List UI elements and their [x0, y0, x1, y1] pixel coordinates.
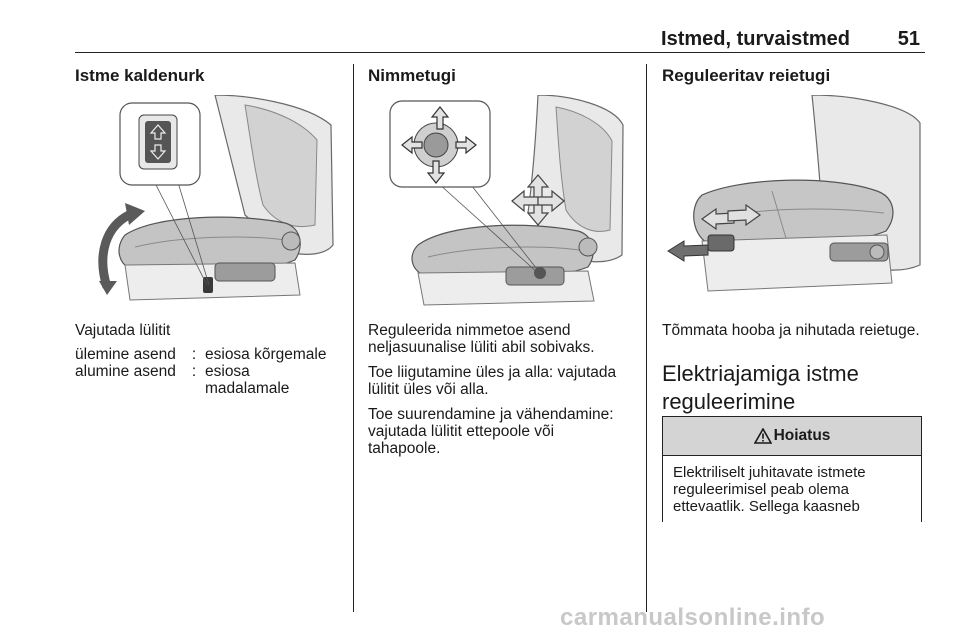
header-rule	[75, 52, 925, 53]
switch-position: alumine asend	[75, 363, 176, 380]
table-row	[75, 363, 337, 397]
section-heading-electric-seat: Elektriajamiga istme reguleerimine	[662, 361, 859, 414]
section-title-lumbar: Nimmetugi	[368, 66, 456, 85]
thigh-support-instruction: Tõmmata hooba ja nihutada reietuge.	[662, 322, 920, 339]
warning-text: Elektriliselt juhitavate istmete reguleerimisel peab olema ettevaatlik. Sellega kaasneb	[673, 464, 866, 515]
table-row	[75, 346, 337, 363]
seat-tilt-switch-table	[75, 346, 337, 397]
switch-position: ülemine asend	[75, 346, 176, 363]
paragraph: Toe liigutamine üles ja alla: vajutada lülitit üles või alla.	[368, 364, 617, 398]
thigh-support-illustration	[662, 95, 924, 307]
column-divider-2	[646, 64, 647, 612]
watermark: carmanualsonline.info	[560, 604, 826, 631]
page-number: 51	[897, 28, 920, 50]
switch-effect: esiosa madalamale	[205, 363, 290, 397]
warning-triangle-icon	[754, 428, 772, 444]
paragraph: Toe suurendamine ja vähendamine: vajutada lülitit ettepoole või tahapoole.	[368, 406, 614, 457]
warning-title: Hoiatus	[773, 427, 831, 444]
lumbar-instructions	[368, 322, 638, 457]
switch-effect: esiosa kõrgemale	[205, 346, 327, 363]
running-header-title: Istmed, turvaistmed	[661, 28, 850, 50]
warning-box	[662, 416, 922, 522]
column-divider-1	[353, 64, 354, 612]
seat-tilt-caption: Vajutada lülitit	[75, 322, 171, 339]
seat-tilt-illustration	[95, 95, 338, 307]
section-title-thigh-support: Reguleeritav reietugi	[662, 66, 831, 85]
separator: :	[191, 363, 197, 380]
warning-header	[663, 417, 921, 456]
lumbar-support-illustration	[388, 95, 631, 307]
separator: :	[191, 346, 197, 363]
section-title-seat-tilt: Istme kaldenurk	[75, 66, 205, 85]
paragraph: Reguleerida nimmetoe asend neljasuunalise lüliti abil sobivaks.	[368, 322, 595, 356]
